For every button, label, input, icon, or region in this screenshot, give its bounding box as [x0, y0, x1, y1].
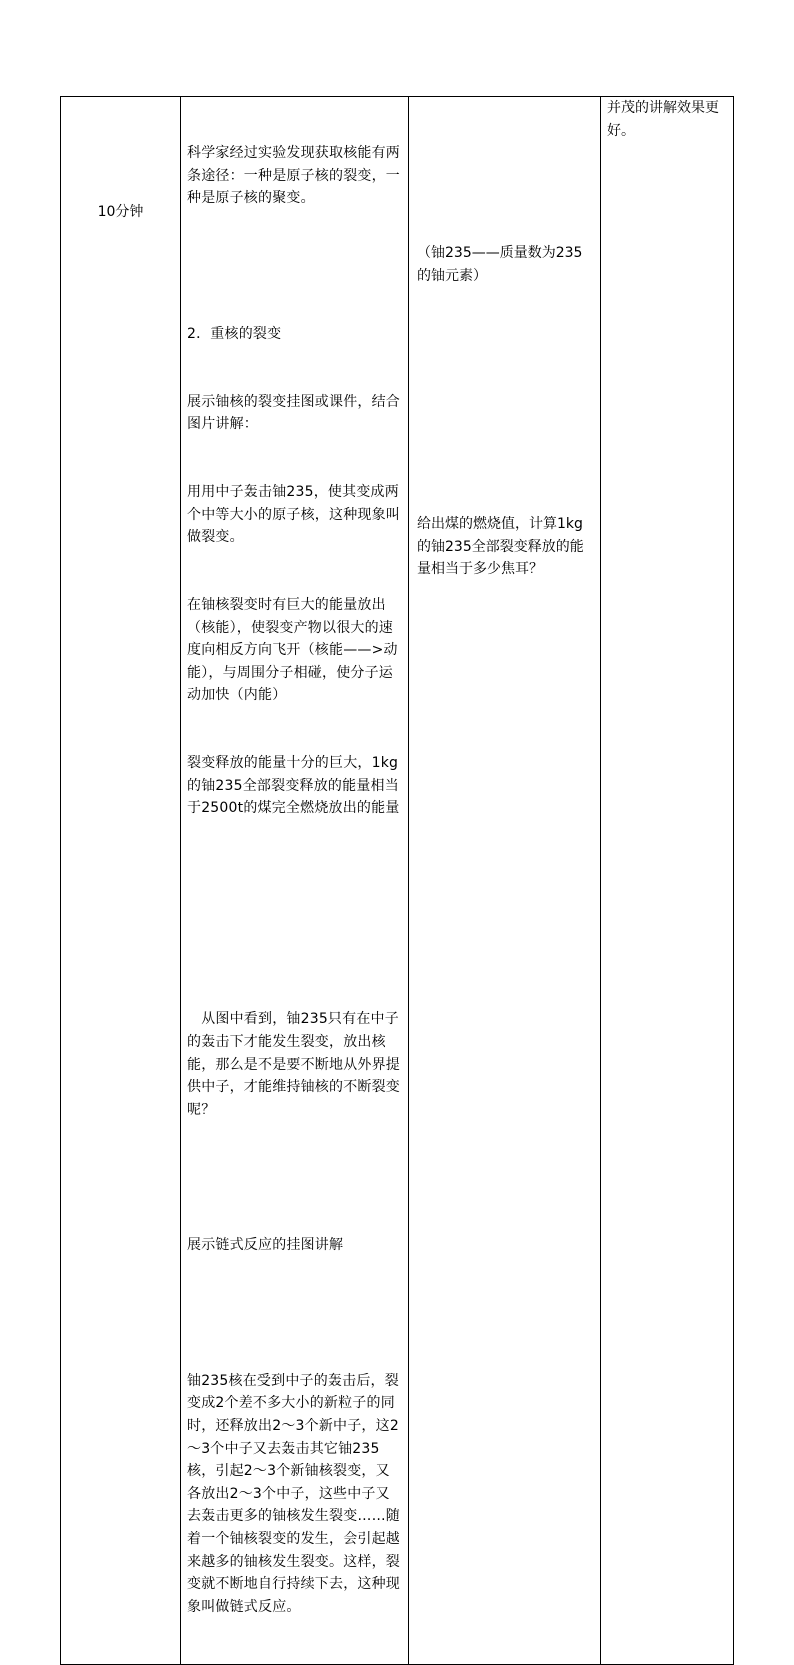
- remarks-cell: [601, 97, 734, 1665]
- text-chain-reaction: 铀235核在受到中子的轰击后，裂变成2个差不多大小的新粒子的同时，还释放出2～3个新中子，这2～3个中子又去轰击其它铀235核，引起2～3个新铀核裂变，又各放出2～3个中子，这些中子又去轰击更多的铀核发生裂变……随着一个铀核裂变的发生，会引起越来越多的铀核发生裂变。这样，裂变就不断地自行持续下去，这种现象叫做链式反应。: [187, 1372, 400, 1615]
- text-calculation-task: 给出煤的燃烧值，计算1kg的铀235全部裂变释放的能量相当于多少焦耳？: [417, 516, 584, 578]
- section-heading: 2．重核的裂变: [187, 325, 282, 342]
- text-remark: 并茂的讲解效果更好。: [607, 100, 719, 139]
- time-label: 10分钟: [97, 204, 144, 220]
- student-activity-cell: [409, 97, 601, 1665]
- table-row: [61, 97, 734, 1665]
- text-show-fission: 展示铀核的裂变挂图或课件，结合图片讲解：: [187, 393, 400, 433]
- text-uranium-note: （铀235——质量数为235的铀元素）: [417, 245, 583, 284]
- lesson-plan-table: [60, 96, 734, 1665]
- text-fission-magnitude: 裂变释放的能量十分的巨大，1kg的铀235全部裂变释放的能量相当于2500t的煤完全燃烧放出的能量: [187, 755, 400, 817]
- text-neutron-question: 从图中看到，铀235只有在中子的轰击下才能发生裂变，放出核能，那么是不是要不断地从外界提供中子，才能维持铀核的不断裂变呢？: [187, 1011, 400, 1118]
- text-fission-energy: 在铀核裂变时有巨大的能量放出（核能），使裂变产物以很大的速度向相反方向飞开（核能——>动能），与周围分子相碰，使分子运动加快（内能）: [187, 597, 398, 704]
- time-cell: [61, 97, 181, 1665]
- text-fission-definition: 用用中子轰击铀235，使其变成两个中等大小的原子核，这种现象叫做裂变。: [187, 484, 400, 546]
- text-intro: 科学家经过实验发现获取核能有两条途径：一种是原子核的裂变，一种是原子核的聚变。: [187, 145, 400, 207]
- text-chain-reaction-intro: 展示链式反应的挂图讲解: [187, 1237, 344, 1254]
- teacher-activity-cell: [181, 97, 409, 1665]
